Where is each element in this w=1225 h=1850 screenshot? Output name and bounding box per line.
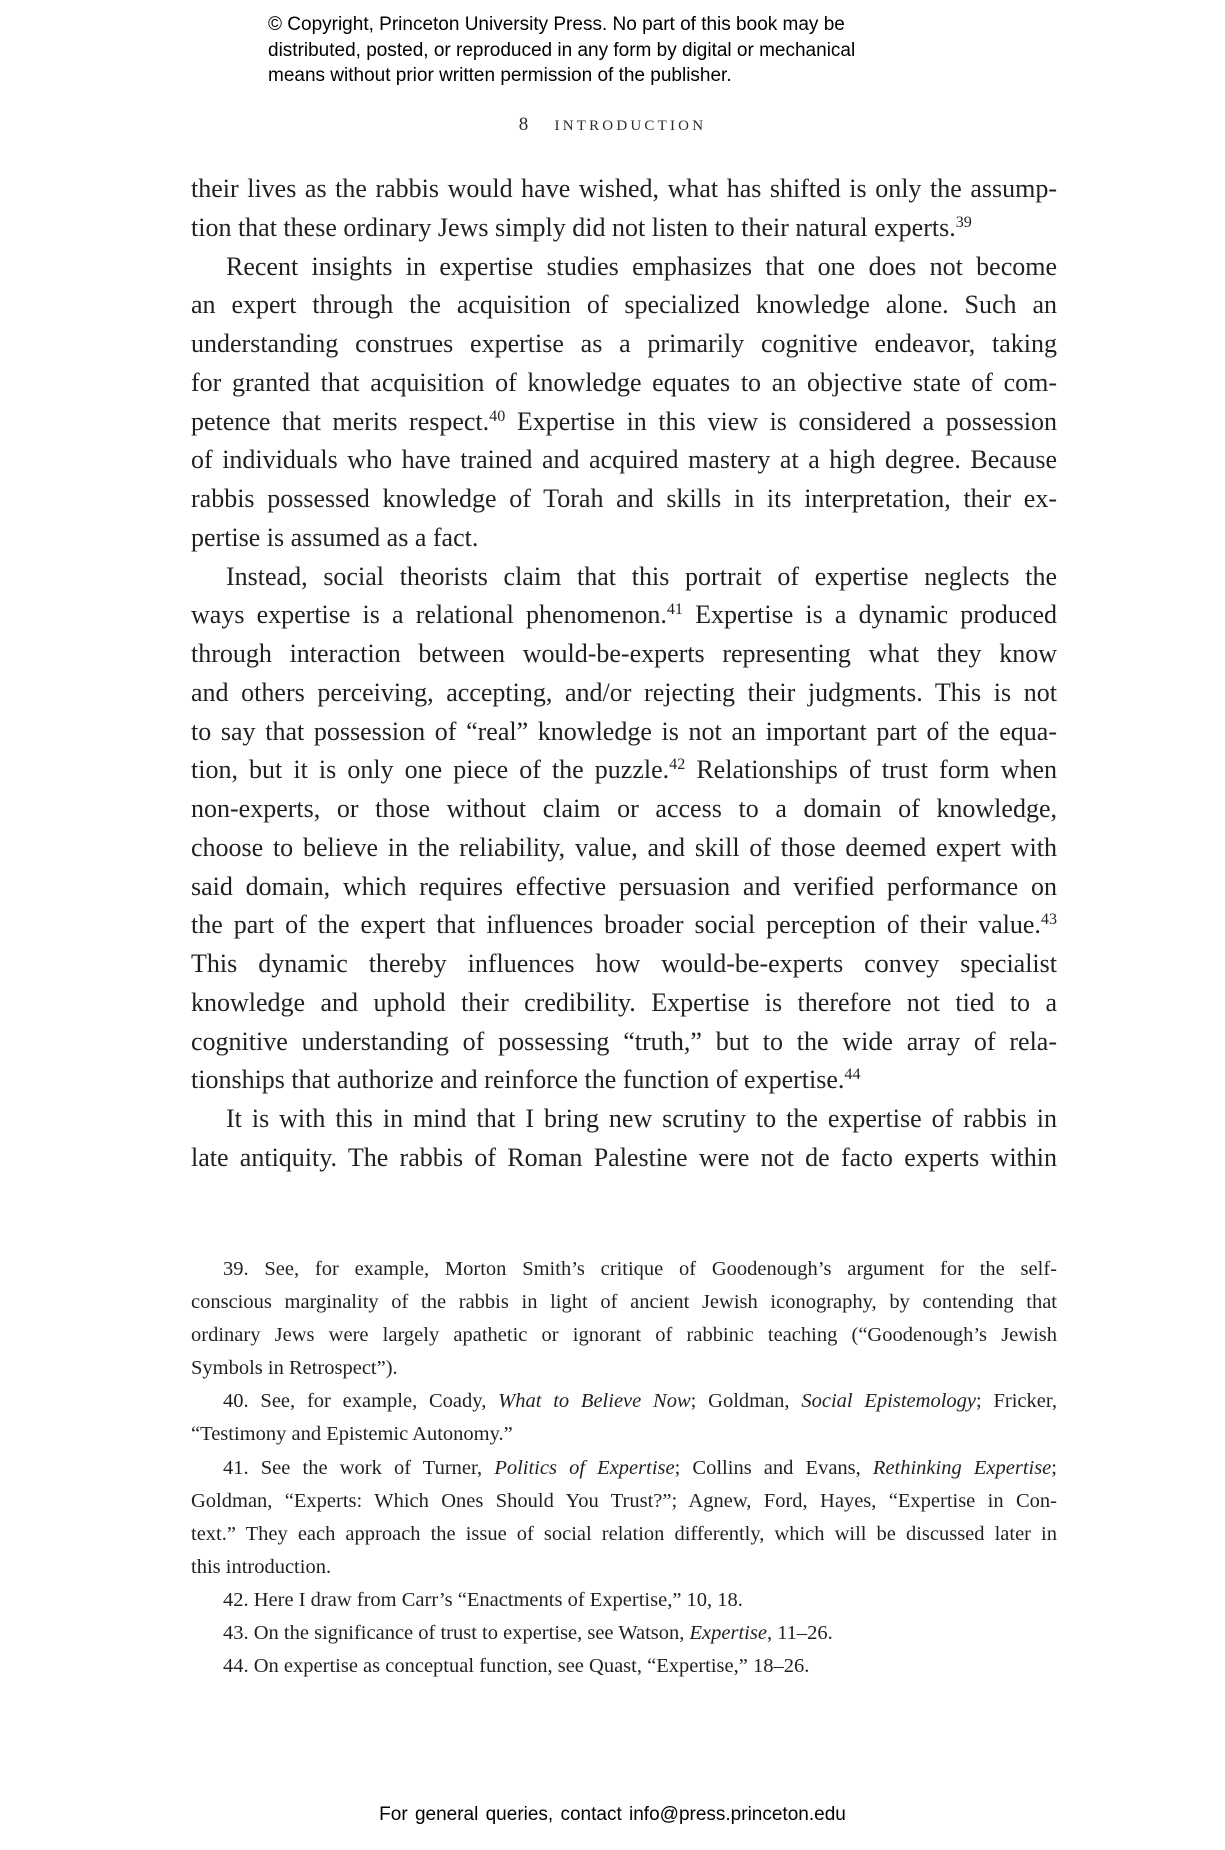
footnote-line: Goldman, “Experts: Which Ones Should You Trust?”; Agnew, Ford, Hayes, “Expertise in Con- — [191, 1489, 1057, 1512]
copyright-notice-line: © Copyright, Princeton University Press. No part of this book may be — [268, 14, 845, 35]
footnote-line: conscious marginality of the rabbis in light of ancient Jewish iconography, by contending that — [191, 1291, 1057, 1314]
copyright-notice-line: distributed, posted, or reproduced in any form by digital or mechanical — [268, 39, 856, 61]
footnote-line: “Testimony and Epistemic Autonomy.” — [191, 1423, 513, 1446]
footnotes — [191, 1253, 1057, 1683]
footnote-reference: 43 — [1040, 911, 1057, 929]
footnote-line: 44. On expertise as conceptual function, see Quast, “Expertise,” 18–26. — [223, 1655, 810, 1678]
running-head-title: INTRODUCTION — [554, 118, 707, 134]
footnote-line: ordinary Jews were largely apathetic or ignorant of rabbinic teaching (“Goodenough’s Jewish — [191, 1324, 1057, 1347]
page-number: 8 — [518, 114, 529, 135]
body-line: said domain, which requires effective persuasion and verified performance on — [191, 871, 1057, 901]
body-line: understanding construes expertise as a primarily cognitive endeavor, taking — [191, 329, 1057, 358]
footnote-reference: 39 — [955, 213, 972, 231]
cited-title: Politics of Expertise — [494, 1456, 675, 1479]
footnote-41 — [191, 1452, 1057, 1584]
body-line: cognitive understanding of possessing “truth,” but to the wide array of rela- — [191, 1026, 1057, 1056]
body-line: ways expertise is a relational phenomenon.$^{41}$ Expertise is a dynamic produced — [191, 600, 1057, 630]
body-line: an expert through the acquisition of specialized knowledge alone. Such an — [191, 290, 1057, 320]
running-head — [0, 114, 1225, 136]
body-line: Recent insights in expertise studies emphasizes that one does not become — [226, 251, 1057, 281]
body-line: of individuals who have trained and acquired mastery at a high degree. Because — [191, 445, 1057, 475]
body-line: through interaction between would-be-experts representing what they know — [191, 639, 1057, 668]
body-line: tion, but it is only one piece of the puzzle.$^{42}$ Relationships of trust form when — [191, 755, 1057, 785]
body-line: tion that these ordinary Jews simply did not listen to their natural experts.$^{39}$ — [191, 212, 972, 242]
body-line: their lives as the rabbis would have wished, what has shifted is only the assump- — [191, 174, 1057, 203]
body-line: late antiquity. The rabbis of Roman Palestine were not de facto experts within — [191, 1142, 1057, 1172]
body-line: rabbis possessed knowledge of Torah and skills in its interpretation, their ex- — [191, 484, 1057, 513]
footnote-reference: 40 — [489, 407, 506, 425]
footnote-line: text.” They each approach the issue of social relation differently, which will be discussed later in — [191, 1522, 1057, 1545]
body-line: and others perceiving, accepting, and/or rejecting their judgments. This is not — [191, 677, 1057, 707]
footnote-line: 42. Here I draw from Carr’s “Enactments of Expertise,” 10, 18. — [223, 1588, 743, 1611]
body-text — [191, 170, 1057, 1178]
footnote-44 — [191, 1650, 1057, 1683]
copyright-notice-line: means without prior written permission of the publisher. — [268, 65, 732, 86]
cited-title: What to Believe Now — [498, 1390, 691, 1413]
footnote-line: 40. See, for example, Coady, What to Believe Now; Goldman, Social Epistemology; Fricker, — [223, 1390, 1057, 1413]
body-line: the part of the expert that influences broader social perception of their value.$^{43}$ — [191, 910, 1057, 940]
body-line: for granted that acquisition of knowledge equates to an objective state of com- — [191, 367, 1057, 397]
footnote-line: this introduction. — [191, 1555, 332, 1578]
body-line: tionships that authorize and reinforce the function of expertise.$^{44}$ — [191, 1065, 861, 1095]
body-line: to say that possession of “real” knowledge is not an important part of the equa- — [191, 716, 1057, 746]
cited-title: Expertise — [689, 1622, 767, 1645]
body-line: choose to believe in the reliability, value, and skill of those deemed expert with — [191, 832, 1057, 862]
footnote-line: 39. See, for example, Morton Smith’s critique of Goodenough’s argument for the self- — [223, 1258, 1057, 1280]
footnote-line: Symbols in Retrospect”). — [191, 1357, 398, 1380]
footnote-line: 43. On the significance of trust to expertise, see Watson, Expertise, 11–26. — [223, 1622, 833, 1645]
footnote-40 — [191, 1385, 1057, 1451]
body-line: Instead, social theorists claim that this portrait of expertise neglects the — [226, 561, 1057, 591]
cited-title: Rethinking Expertise — [872, 1456, 1052, 1479]
footnote-reference: 44 — [844, 1066, 861, 1084]
body-line: pertise is assumed as a fact. — [191, 522, 479, 552]
footnote-43 — [191, 1617, 1057, 1650]
footnote-reference: 42 — [669, 756, 686, 774]
body-line: It is with this in mind that I bring new scrutiny to the expertise of rabbis in — [226, 1104, 1057, 1133]
cited-title: Social Epistemology — [801, 1390, 976, 1413]
copyright-notice — [268, 12, 1028, 89]
body-line: petence that merits respect.$^{40}$ Expertise in this view is considered a possession — [191, 406, 1057, 436]
footnote-line: 41. See the work of Turner, Politics of Expertise; Collins and Evans, Rethinking Expertise; — [223, 1456, 1057, 1479]
body-line: knowledge and uphold their credibility. Expertise is therefore not tied to a — [191, 987, 1057, 1017]
body-line: This dynamic thereby influences how would-be-experts convey specialist — [191, 949, 1057, 978]
contact-footer: For general queries, contact info@press.princeton.edu — [379, 1804, 846, 1825]
footnote-reference: 41 — [666, 601, 683, 619]
body-line: non-experts, or those without claim or access to a domain of knowledge, — [191, 794, 1057, 823]
footnote-42 — [191, 1584, 1057, 1617]
footnote-39 — [191, 1253, 1057, 1385]
